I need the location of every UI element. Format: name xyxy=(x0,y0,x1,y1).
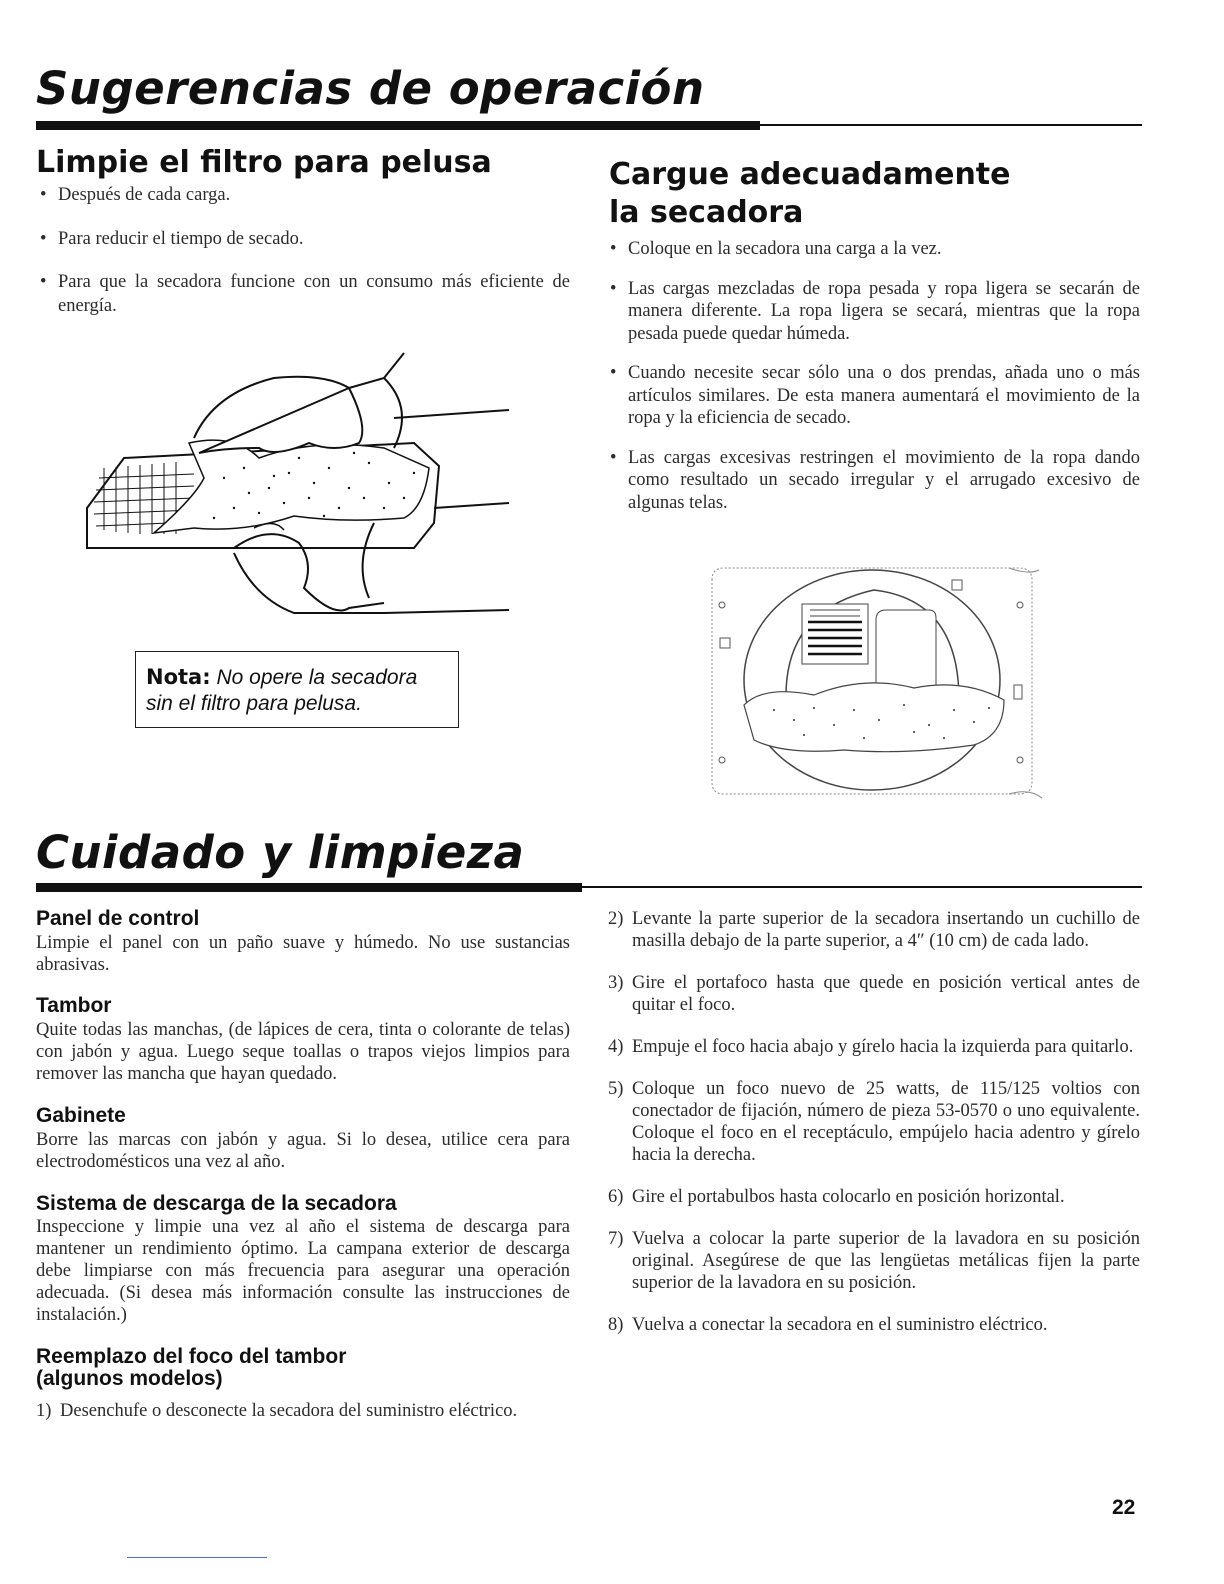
step-number: 7) xyxy=(608,1229,624,1249)
heading-limpie-filtro: Limpie el filtro para pelusa xyxy=(36,145,492,180)
step-text: Gire el portafoco hasta que quede en posición vertical antes de quitar el foco. xyxy=(632,973,1140,1015)
carga-bullet-list xyxy=(606,238,1140,534)
step-number: 6) xyxy=(608,1187,624,1207)
sistema-descarga-text: Inspeccione y limpie una vez al año el sistema de descarga para mantener un rendimiento óptimo. La campana exterior de descarga debe limpiarse con más frecuencia para asegurar una operación adecuada. (Si desea más información consulte las instrucciones de instalación.) xyxy=(36,1217,570,1325)
heading-gabinete: Gabinete xyxy=(36,1104,126,1127)
heading-sistema-descarga: Sistema de descarga de la secadora xyxy=(36,1192,397,1215)
step-text: Levante la parte superior de la secadora insertando un cuchillo de masilla debajo de la parte superior, a 4″ (10 cm) de cada lado. xyxy=(632,909,1140,951)
section-rule-operacion xyxy=(36,121,1142,131)
heading-cargue-line2: la secadora xyxy=(609,195,804,230)
step-number: 3) xyxy=(608,973,624,993)
step-text: Desenchufe o desconecte la secadora del suministro eléctrico. xyxy=(60,1401,518,1421)
list-item: • Para reducir el tiempo de secado. xyxy=(36,228,570,252)
foco-steps-left xyxy=(36,1400,570,1442)
page-number: 22 xyxy=(1112,1496,1136,1519)
step-text: Coloque un foco nuevo de 25 watts, de 115/125 voltios con conectador de fijación, número de pieza 53-0570 o uno equivalente. Coloque el foco en el receptáculo, empújelo hacia adentro y gírelo hacia la derecha. xyxy=(632,1079,1140,1165)
list-item xyxy=(608,1036,1140,1058)
step-number: 4) xyxy=(608,1037,624,1057)
heading-cargue-line1: Cargue adecuadamente xyxy=(609,157,1011,192)
section-title-cuidado: Cuidado y limpieza xyxy=(36,826,525,879)
section-title-operacion: Sugerencias de operación xyxy=(36,62,705,115)
step-number: 1) xyxy=(36,1401,52,1421)
list-item: • Cuando necesite secar sólo una o dos prendas, añada uno o más artículos similares. De esta manera aumentará el movimiento de la ropa y la eficiencia de secado. xyxy=(606,362,1140,430)
list-item xyxy=(608,972,1140,1016)
step-number: 2) xyxy=(608,909,624,929)
list-item: • Las cargas mezcladas de ropa pesada y ropa ligera se secarán de manera diferente. La ropa ligera se secará, mientras que la ropa pesada puede quedar húmeda. xyxy=(606,278,1140,346)
gabinete-text: Borre las marcas con jabón y agua. Si lo desea, utilice cera para electrodomésticos una vez al año. xyxy=(36,1130,570,1172)
step-number: 8) xyxy=(608,1315,624,1335)
lint-filter-illustration xyxy=(84,348,514,638)
heading-reemplazo-foco-sub: (algunos modelos) xyxy=(36,1367,223,1390)
section-rule-cuidado xyxy=(36,883,1142,893)
note-box xyxy=(135,651,459,728)
list-item xyxy=(608,1228,1140,1294)
list-item xyxy=(608,1314,1140,1336)
panel-control-text: Limpie el panel con un paño suave y húmedo. No use sustancias abrasivas. xyxy=(36,933,570,975)
step-text: Vuelva a colocar la parte superior de la lavadora en su posición original. Asegúrese de que las lengüetas metálicas fijen la parte superior de la lavadora en su posición. xyxy=(632,1229,1140,1293)
list-item xyxy=(608,1078,1140,1166)
list-item: • Coloque en la secadora una carga a la vez. xyxy=(606,238,1140,261)
step-number: 5) xyxy=(608,1079,624,1099)
list-item: • Las cargas excesivas restringen el movimiento de la ropa dando como resultado un secado irregular y el arrugado excesivo de algunas telas. xyxy=(606,447,1140,515)
list-item xyxy=(608,1186,1140,1208)
list-item xyxy=(608,908,1140,952)
note-label: Nota: xyxy=(146,665,211,689)
list-item: • Después de cada carga. xyxy=(36,184,570,208)
list-item xyxy=(36,1400,570,1422)
heading-reemplazo-foco: Reemplazo del foco del tambor xyxy=(36,1345,347,1368)
step-text: Gire el portabulbos hasta colocarlo en posición horizontal. xyxy=(632,1187,1065,1207)
step-text: Vuelva a conectar la secadora en el suministro eléctrico. xyxy=(632,1315,1048,1335)
foco-steps-right xyxy=(608,908,1140,1356)
step-text: Empuje el foco hacia abajo y gírelo hacia la izquierda para quitarlo. xyxy=(632,1037,1134,1057)
tambor-text: Quite todas las manchas, (de lápices de cera, tinta o colorante de telas) con jabón y agua. Luego seque toallas o trapos viejos limpios para remover las mancha que hayan quedado. xyxy=(36,1020,570,1084)
footer-divider xyxy=(127,1557,267,1558)
list-item: • Para que la secadora funcione con un consumo más eficiente de energía. xyxy=(36,271,570,318)
heading-tambor: Tambor xyxy=(36,994,112,1017)
filtro-bullet-list xyxy=(36,184,570,338)
dryer-drum-illustration xyxy=(704,560,1044,805)
heading-panel-control: Panel de control xyxy=(36,907,200,930)
note-text: No opere la secadora sin el filtro para pelusa. xyxy=(146,666,418,715)
